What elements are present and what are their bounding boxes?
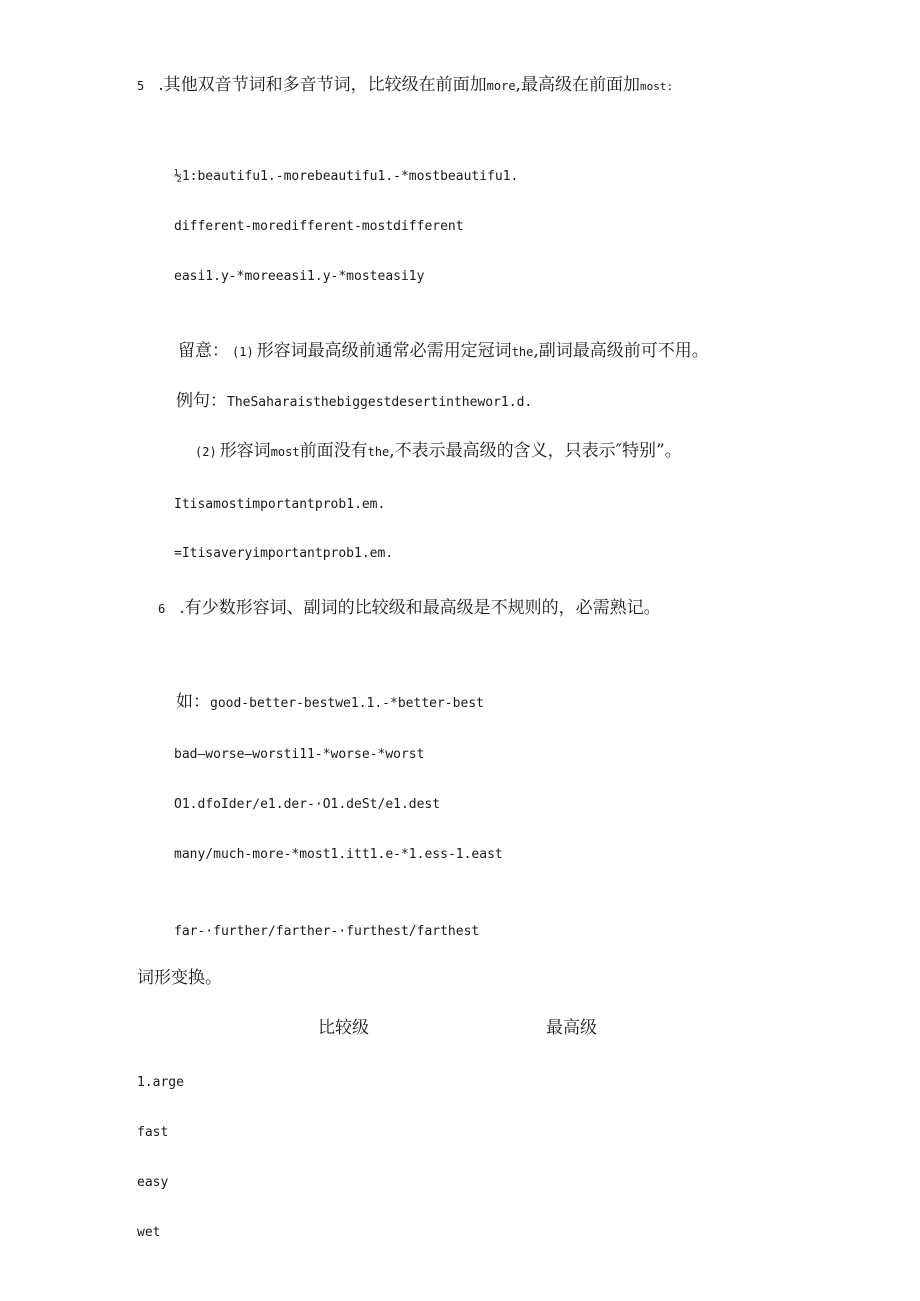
irregular-text: good-better-bestwe1.1.-*better-best — [210, 696, 484, 711]
irregular-label: 如： — [176, 692, 210, 712]
note-text-2: ,副词最高级前可不用。 — [533, 341, 709, 361]
example-line: ½1:beautifu1.-morebeautifu1.-*mostbeautifu1. — [174, 169, 519, 184]
note-text-2: 前面没有 — [299, 441, 368, 461]
note-text: 形容词 — [219, 441, 271, 461]
keyword-most: most — [270, 445, 300, 459]
column-comparative: 比较级 — [318, 1018, 369, 1038]
exercise-title: 词形变换。 — [137, 968, 222, 988]
section-text: .有少数形容词、副词的比较级和最高级是不规则的，必需熟记。 — [179, 598, 661, 618]
section-text-2: ,最高级在前面加 — [515, 75, 640, 95]
example-label: 例句： — [176, 391, 227, 411]
note-label: 留意： — [178, 341, 229, 361]
note-text-3: ,不表示最高级的含义，只表示″特别”。 — [389, 441, 682, 461]
exercise-word: wet — [137, 1225, 161, 1240]
section-5-heading — [137, 77, 673, 94]
example-text: TheSaharaisthebiggestdesertinthewor1.d. — [227, 395, 533, 410]
section-number: 6 — [158, 602, 166, 616]
exercise-word: easy — [137, 1175, 169, 1190]
irregular-first-line — [176, 694, 484, 711]
exercise-word: fast — [137, 1125, 169, 1140]
section-6-heading — [158, 600, 661, 617]
keyword-the: the — [367, 445, 390, 459]
section-text: .其他双音节词和多音节词，比较级在前面加 — [158, 75, 487, 95]
note-text: 形容词最高级前通常必需用定冠词 — [256, 341, 512, 361]
column-superlative: 最高级 — [546, 1018, 597, 1038]
colon: : — [666, 80, 674, 93]
irregular-line: far-·further∕farther-·furthest/farthest — [174, 924, 480, 939]
keyword-more: more — [486, 79, 516, 93]
sentence-line: Itisamostimportantprob1.em. — [174, 497, 386, 512]
keyword-the: the — [511, 345, 534, 359]
keyword-most: most — [639, 80, 667, 93]
irregular-line: bad—worse—worsti11-*worse-*worst — [174, 747, 425, 762]
example-sentence — [176, 393, 532, 410]
irregular-line: O1.dfoIder∕e1.der-·O1.deSt/e1.dest — [174, 797, 441, 812]
irregular-line: many/much-more-*most1.itt1.e-*1.ess-1.east — [174, 847, 503, 862]
example-line: different-moredifferent-mostdifferent — [174, 219, 464, 234]
sentence-line: =Itisaveryimportantprob1.em. — [174, 546, 394, 561]
note-number: (2) — [195, 445, 217, 459]
note-1 — [178, 343, 709, 360]
note-2 — [195, 443, 682, 460]
note-number: (1) — [232, 345, 254, 359]
section-number: 5 — [137, 79, 145, 93]
example-line: easi1.y-*moreeasi1.y-*mosteasi1y — [174, 269, 425, 284]
exercise-word: 1.arge — [137, 1075, 184, 1090]
